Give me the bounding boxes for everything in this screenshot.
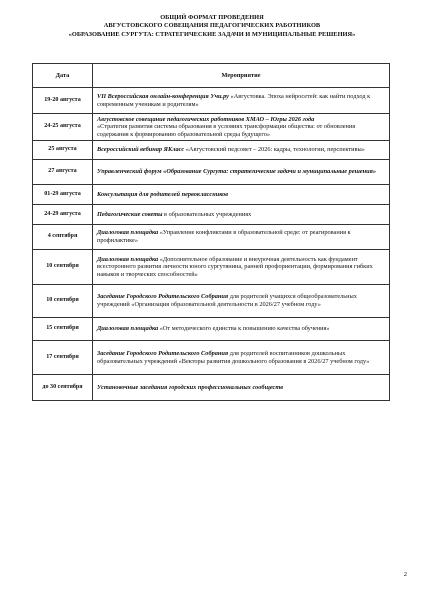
event-lead: Августовское совещание педагогических работников ХМАО – Югры 2026 года: [97, 115, 315, 123]
event-lead: Диалоговая площадка: [97, 255, 159, 263]
table-row: [33, 185, 390, 205]
date-column-header: Дата: [33, 64, 93, 88]
event-description: «Управление конфликтами в образовательной среде: от реагирования к профилактике»: [97, 229, 351, 244]
table-row: [33, 225, 390, 250]
event-lead: Заседание Городского Родительского Собрания: [97, 349, 229, 357]
row-event: [93, 375, 390, 401]
row-date: 10 сентября: [33, 285, 93, 318]
row-date: 27 августа: [33, 160, 93, 185]
event-lead: Заседание Городского Родительского Собрания: [97, 293, 229, 301]
table-row: [33, 250, 390, 285]
row-date: 01-29 августа: [33, 185, 93, 205]
title-line-2: АВГУСТОВСКОГО СОВЕЩАНИЯ ПЕДАГОГИЧЕСКИХ РАБОТНИКОВ: [103, 22, 321, 30]
event-lead: VII Всероссийская онлайн-конференция Учи.ру: [97, 92, 229, 100]
row-event: [93, 250, 390, 285]
row-date: 24-25 августа: [33, 114, 93, 141]
row-event: [93, 141, 390, 160]
event-lead: Установочные заседания городских профессиональных сообществ: [97, 383, 284, 391]
event-lead: Управленческий форум «Образование Сургута: стратегические задачи и муниципальные решения»: [97, 168, 377, 176]
row-event: [93, 205, 390, 225]
event-lead: Педагогические советы: [97, 210, 163, 218]
row-date: 15 сентября: [33, 318, 93, 341]
table-row: [33, 375, 390, 401]
page-number: 2: [403, 571, 407, 578]
event-lead: Диалоговая площадка: [97, 325, 159, 333]
event-description: «От методического единства к повышению качества обучения»: [158, 325, 330, 333]
row-event: [93, 285, 390, 318]
event-lead: Всероссийский вебинар ЯКласс: [97, 146, 185, 154]
title-line-1: ОБЩИЙ ФОРМАТ ПРОВЕДЕНИЯ: [160, 14, 264, 21]
row-date: 25 августа: [33, 141, 93, 160]
row-date: 17 сентября: [33, 341, 93, 375]
row-date: 19-20 августа: [33, 88, 93, 114]
table-row: [33, 318, 390, 341]
event-lead: Консультация для родителей первоклассников: [97, 190, 229, 198]
event-description: для родителей воспитанников дошкольных образовательных учреждений «Векторы развития дошкольного образования в 2026/27 учебном году»: [97, 349, 370, 365]
table-row: [33, 160, 390, 185]
table-row: [33, 285, 390, 318]
event-description: в образовательных учреждениях: [162, 210, 252, 218]
row-date: 4 сентября: [33, 225, 93, 250]
row-event: [93, 341, 390, 375]
event-column-header: Мероприятие: [93, 64, 390, 88]
table-row: [33, 114, 390, 141]
row-event: [93, 114, 390, 141]
event-description: «Августовский педсовет – 2026: кадры, технологии, перспективы»: [184, 146, 365, 154]
table-row: [33, 88, 390, 114]
table-header-row: [33, 64, 390, 88]
event-description: для родителей учащихся общеобразовательных учреждений «Организация образовательной деятельности в 2026/27 учебном году»: [97, 293, 357, 308]
row-event: [93, 225, 390, 250]
row-event: [93, 318, 390, 341]
event-description: «Августовка. Эпоха нейросетей: как найти подход к современным ученикам и родителям»: [97, 92, 371, 108]
table-row: [33, 141, 390, 160]
event-description: «Дополнительное образование и внеурочная деятельность как фундамент всестороннего развития личности юного сургутянина, ранней профориентации, формирования гибких навыков и творческих способностей»: [97, 255, 373, 278]
row-date: 24-29 августа: [33, 205, 93, 225]
schedule-table: [32, 63, 390, 401]
row-event: [93, 185, 390, 205]
row-event: [93, 160, 390, 185]
event-description: «Стратегия развития системы образования в условиях трансформации общества: от обновления содержания к формированию образовательной среды будущего»: [97, 123, 356, 138]
document-title: [30, 14, 394, 39]
row-date: до 30 сентября: [33, 375, 93, 401]
table-row: [33, 341, 390, 375]
row-event: [93, 88, 390, 114]
event-lead: Диалоговая площадка: [97, 229, 159, 237]
title-line-3: «ОБРАЗОВАНИЕ СУРГУТА: СТРАТЕГИЧЕСКИЕ ЗАДАЧИ И МУНИЦИПАЛЬНЫЕ РЕШЕНИЯ»: [68, 30, 356, 38]
row-date: 10 сентября: [33, 250, 93, 285]
table-row: [33, 205, 390, 225]
